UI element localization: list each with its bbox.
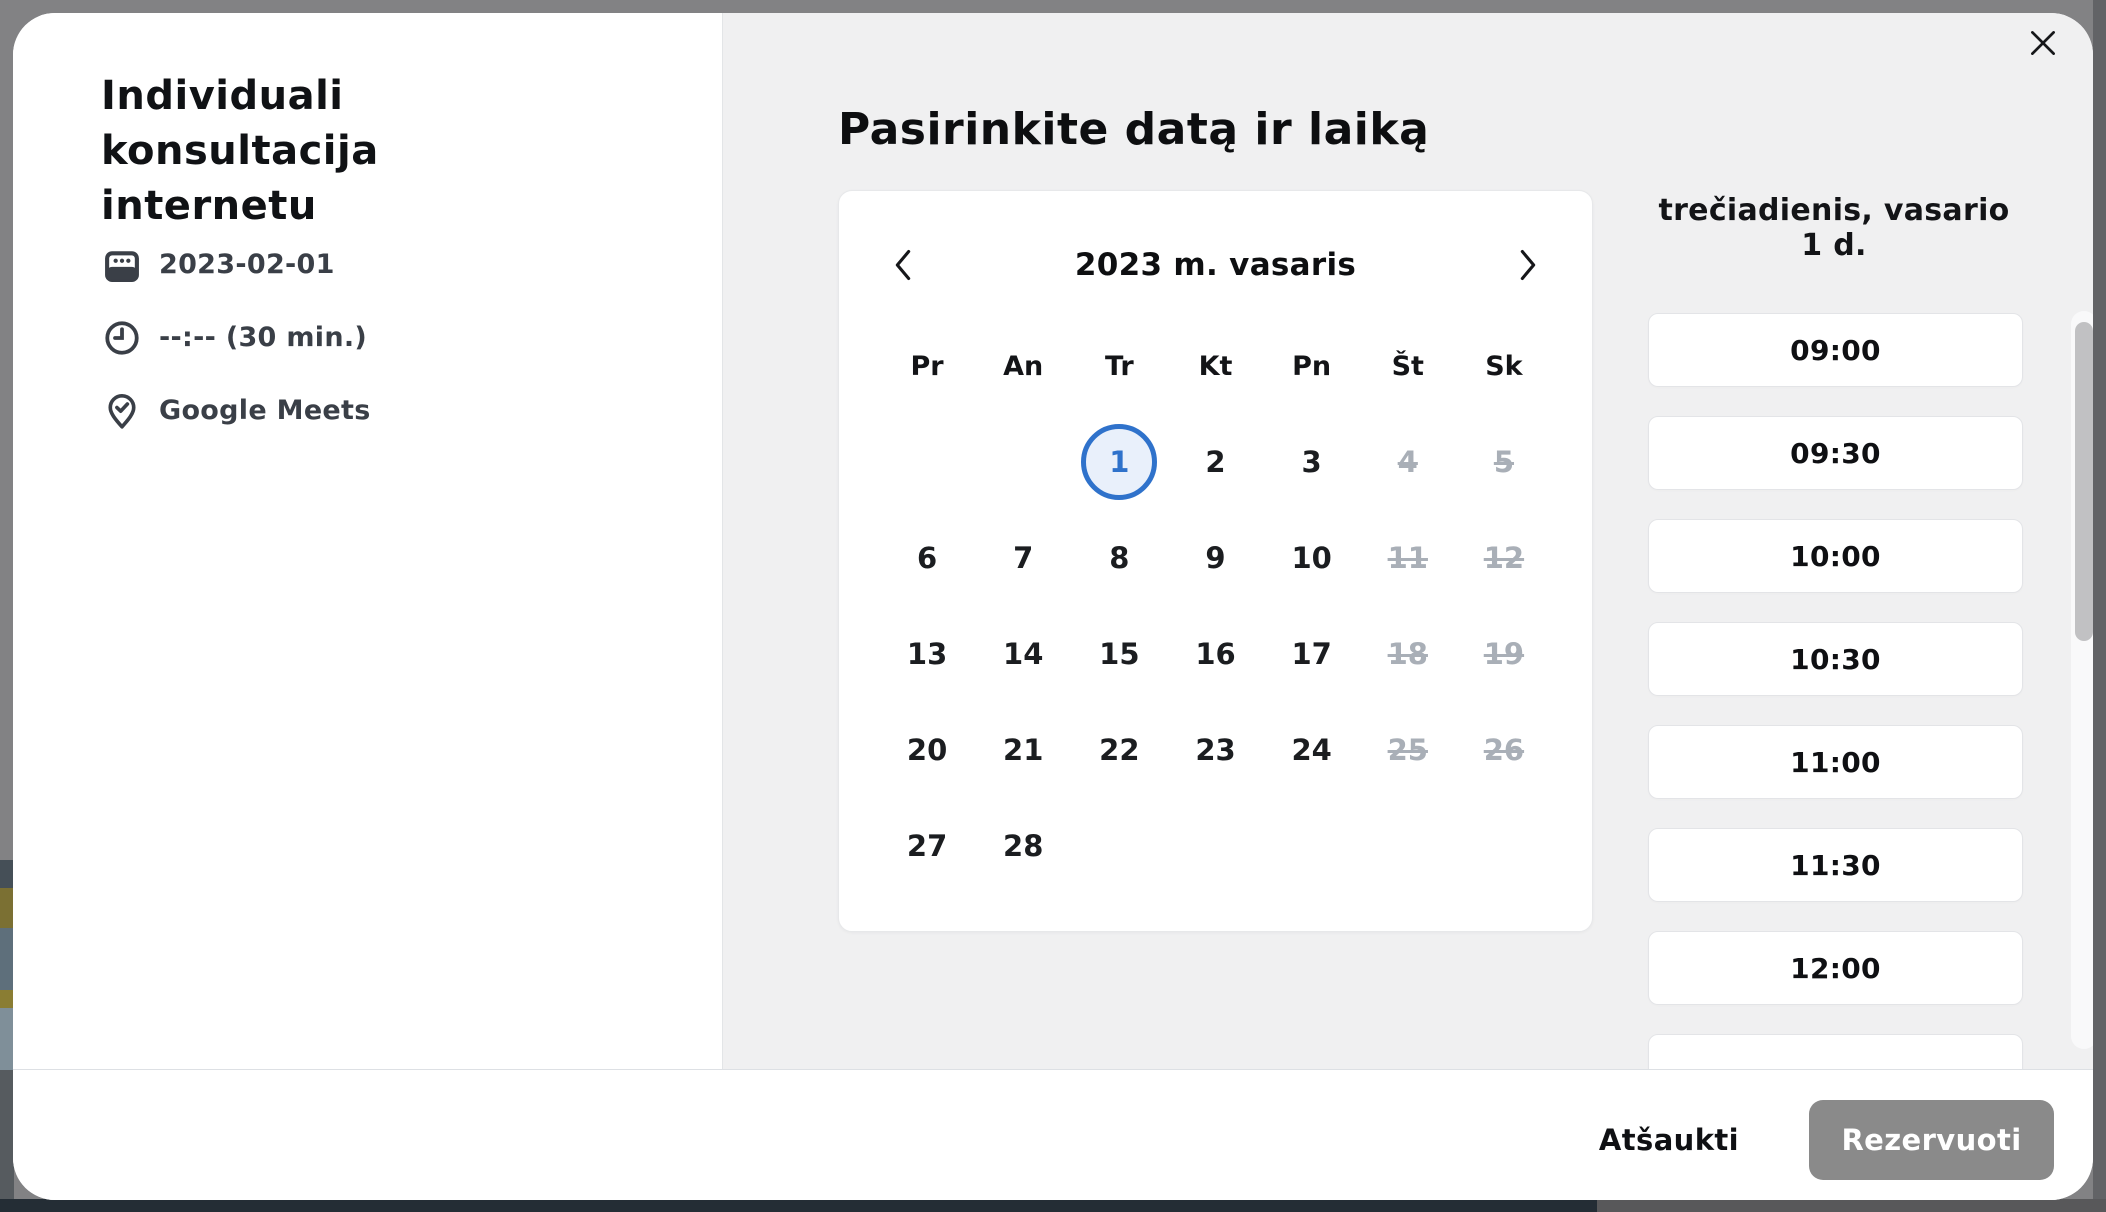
time-slot-list [1648,313,2023,1069]
day-number: 14 [1003,637,1044,671]
selected-day-heading: trečiadienis, vasario 1 d. [1658,193,2010,263]
calendar-day-empty [1167,798,1263,894]
day-number: 6 [916,541,938,575]
backdrop-left-band-5 [0,1008,14,1070]
time-slot-0930[interactable]: 09:30 [1648,416,2023,490]
reserve-button[interactable]: Rezervuoti [1809,1100,2054,1180]
day-number: 24 [1291,733,1332,767]
calendar-day-26 [1456,702,1552,798]
day-number: 4 [1397,445,1418,479]
time-slot-1130[interactable]: 11:30 [1648,828,2023,902]
calendar-day-7[interactable] [975,510,1071,606]
calendar-day-6[interactable] [879,510,975,606]
day-number: 25 [1387,733,1428,767]
calendar-day-empty [879,414,975,510]
backdrop-right-strip [2093,0,2106,1212]
calendar-day-empty [1360,798,1456,894]
calendar-day-15[interactable] [1071,606,1167,702]
event-location-row [101,374,371,447]
day-number: 10 [1291,541,1332,575]
calendar-day-9[interactable] [1167,510,1263,606]
day-number: 11 [1387,541,1428,575]
calendar-day-2[interactable] [1167,414,1263,510]
close-icon [2026,26,2060,60]
calendar-day-28[interactable] [975,798,1071,894]
event-duration: --:-- (30 min.) [159,322,368,353]
day-number: 20 [906,733,948,767]
calendar-day-5 [1456,414,1552,510]
event-title: Individuali konsultacija internetu [101,73,379,229]
calendar-day-20[interactable] [879,702,975,798]
calendar-day-8[interactable] [1071,510,1167,606]
month-label: 2023 m. vasaris [1074,247,1357,283]
time-slot-partial[interactable] [1648,1034,2023,1069]
day-number: 18 [1387,637,1428,671]
calendar-header [881,239,1550,291]
day-number: 15 [1099,637,1140,671]
next-month-button[interactable] [1506,243,1550,287]
day-number: 8 [1109,541,1130,575]
weekday-label-kt: Kt [1198,350,1233,382]
calendar-grid [879,414,1552,894]
time-slot-1100[interactable]: 11:00 [1648,725,2023,799]
calendar-day-empty [975,414,1071,510]
chevron-right-icon [1517,248,1539,282]
calendar-day-1[interactable] [1071,414,1167,510]
day-number: 12 [1483,541,1525,575]
event-date: 2023-02-01 [159,249,335,280]
calendar-day-18 [1360,606,1456,702]
backdrop-left-band-3 [0,928,14,990]
close-button[interactable] [2021,21,2065,65]
event-info-list [101,228,371,447]
weekday-label-pn: Pn [1292,350,1332,382]
cancel-button[interactable]: Atšaukti [1598,1123,1739,1157]
weekday-label-pr: Pr [910,350,944,382]
time-slot-1200[interactable]: 12:00 [1648,931,2023,1005]
event-location: Google Meets [159,395,371,426]
backdrop-bottom-navy [0,1199,1597,1212]
calendar-day-empty [1264,798,1360,894]
picker-panel [722,13,2093,1069]
calendar-card [838,190,1593,932]
calendar-day-13[interactable] [879,606,975,702]
day-number: 13 [906,637,948,671]
day-number: 27 [906,829,948,863]
day-number: 3 [1301,445,1322,479]
weekday-label-an: An [1003,350,1044,382]
calendar-day-empty [1071,798,1167,894]
weekday-label-sk: Sk [1485,350,1523,382]
calendar-day-17[interactable] [1264,606,1360,702]
backdrop-bottom-gray [1597,1199,2106,1212]
time-slot-0900[interactable]: 09:00 [1648,313,2023,387]
calendar-day-24[interactable] [1264,702,1360,798]
slots-scrollbar-track[interactable] [2071,311,2093,1049]
calendar-day-22[interactable] [1071,702,1167,798]
day-number: 9 [1205,541,1226,575]
calendar-day-25 [1360,702,1456,798]
day-number: 2 [1205,445,1226,479]
booking-dialog [13,13,2093,1200]
event-summary-panel [13,13,722,1069]
calendar-day-27[interactable] [879,798,975,894]
backdrop-left-band-6 [0,1070,14,1200]
calendar-day-23[interactable] [1167,702,1263,798]
backdrop-left-band-2 [0,888,14,928]
calendar-day-10[interactable] [1264,510,1360,606]
day-number: 19 [1483,637,1525,671]
day-number: 17 [1291,637,1332,671]
day-number: 5 [1493,445,1515,479]
prev-month-button[interactable] [881,243,925,287]
calendar-day-empty [1456,798,1552,894]
calendar-day-11 [1360,510,1456,606]
day-number: 23 [1195,733,1236,767]
time-slot-1030[interactable]: 10:30 [1648,622,2023,696]
calendar-day-21[interactable] [975,702,1071,798]
calendar-day-16[interactable] [1167,606,1263,702]
calendar-day-3[interactable] [1264,414,1360,510]
calendar-day-14[interactable] [975,606,1071,702]
weekday-label-tr: Tr [1104,350,1134,382]
day-number: 16 [1195,637,1236,671]
backdrop-left-band-1 [0,860,14,888]
day-number: 1 [1081,424,1157,500]
calendar-day-4 [1360,414,1456,510]
calendar-day-12 [1456,510,1552,606]
day-number: 28 [1003,829,1044,863]
picker-heading: Pasirinkite datą ir laiką [838,104,1430,156]
clock-icon [101,317,143,359]
backdrop-left-band-4 [0,990,14,1008]
map-pin-check-icon [101,390,143,432]
event-date-row [101,228,371,301]
day-number: 21 [1003,733,1044,767]
day-number: 26 [1483,733,1525,767]
chevron-left-icon [892,248,914,282]
calendar-day-19 [1456,606,1552,702]
weekday-label-št: Št [1391,350,1424,382]
day-number: 22 [1099,733,1140,767]
event-time-row [101,301,371,374]
time-slot-1000[interactable]: 10:00 [1648,519,2023,593]
slots-scrollbar-thumb[interactable] [2075,322,2093,641]
day-number: 7 [1013,541,1034,575]
calendar-icon [101,244,143,286]
dialog-footer [13,1069,2093,1200]
weekday-row [879,343,1552,389]
